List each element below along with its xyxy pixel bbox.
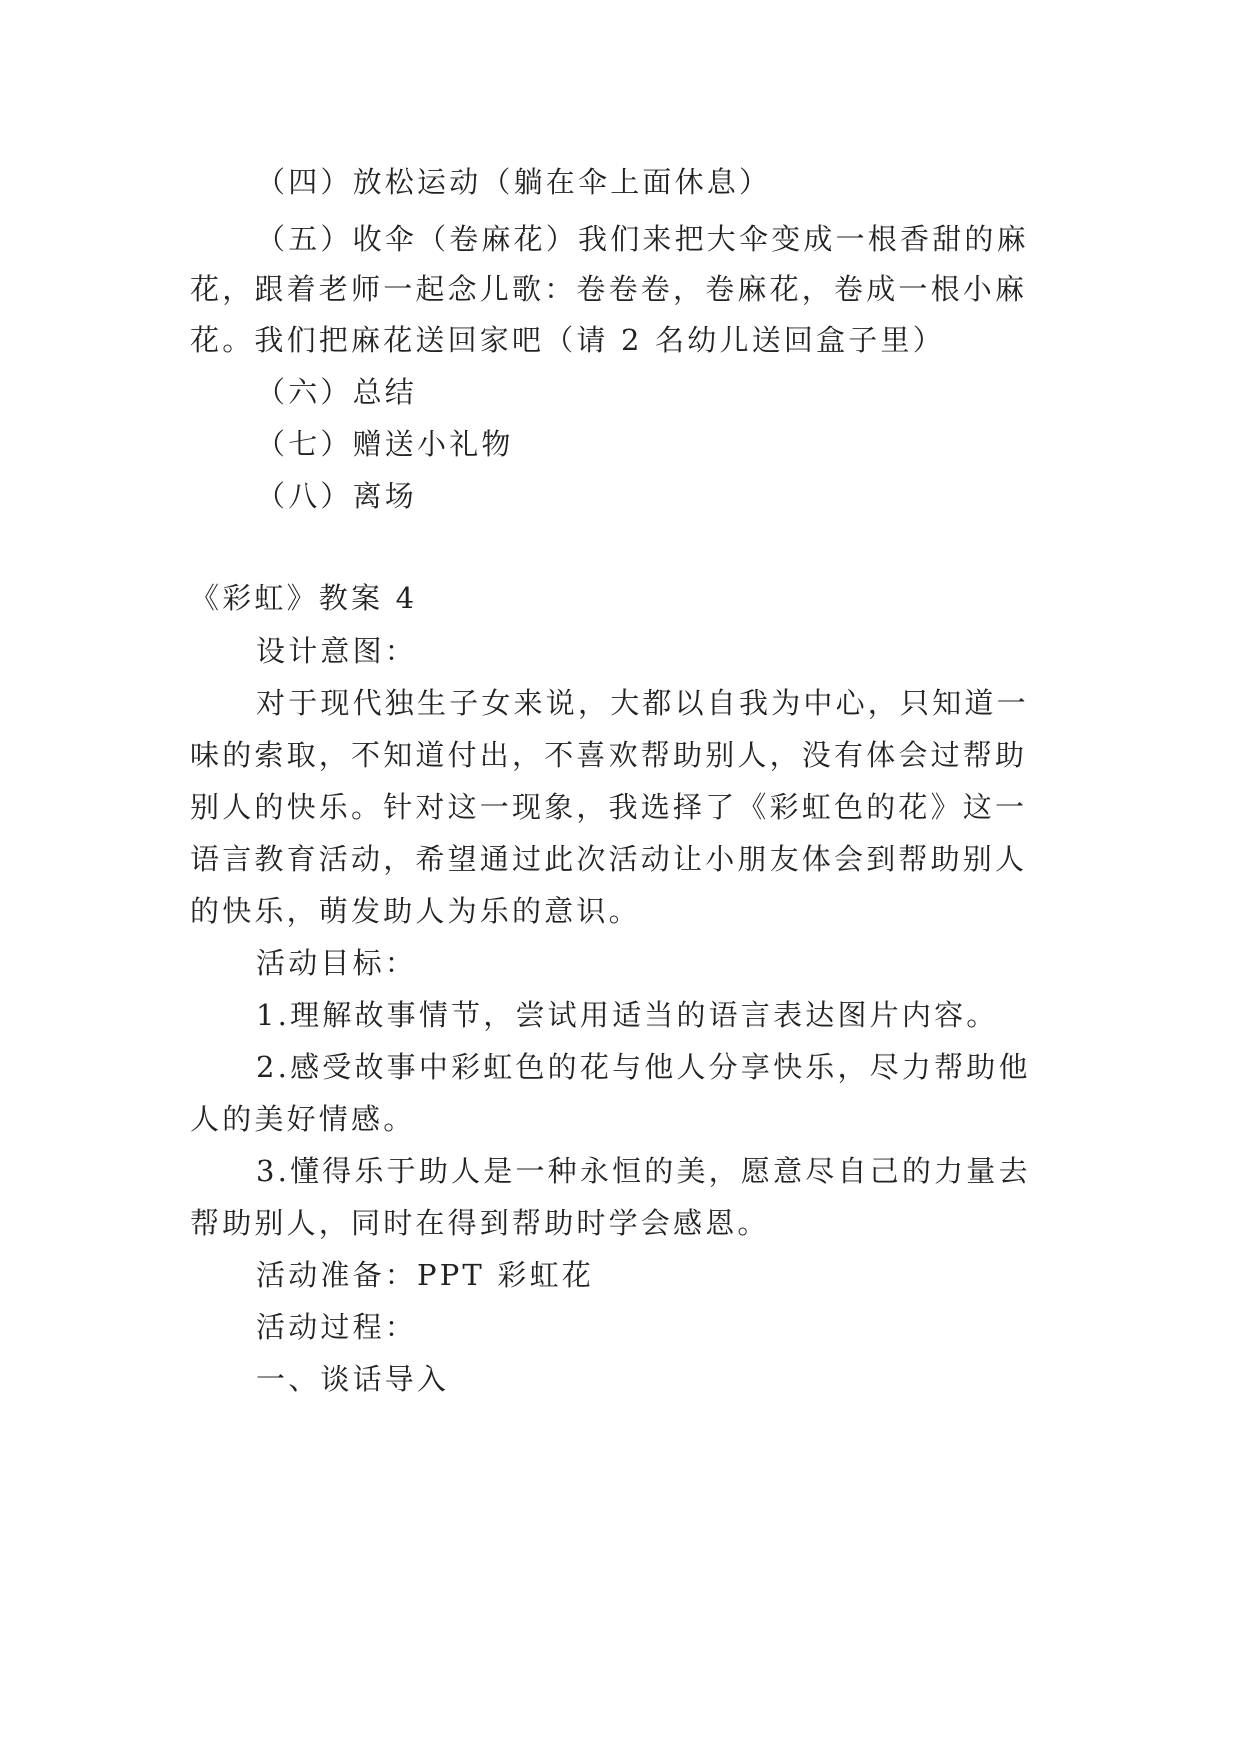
section-title: 《彩虹》教案 4 <box>190 581 418 615</box>
goal-item-2: 2.感受故事中彩虹色的花与他人分享快乐，尽力帮助他 <box>256 1050 1031 1084</box>
paragraph-line: 对于现代独生子女来说，大都以自我为中心，只知道一 <box>256 686 1029 720</box>
paragraph-line: 语言教育活动，希望通过此次活动让小朋友体会到帮助别人 <box>190 842 1028 876</box>
paragraph-line: 的快乐，萌发助人为乐的意识。 <box>190 894 641 928</box>
heading-activity-process: 活动过程： <box>256 1310 418 1344</box>
paragraph-line: 味的索取，不知道付出，不喜欢帮助别人，没有体会过帮助 <box>190 738 1028 772</box>
heading-design-intent: 设计意图： <box>256 634 418 668</box>
goal-item-3: 3.懂得乐于助人是一种永恒的美，愿意尽自己的力量去 <box>256 1154 1031 1188</box>
goal-item-1: 1.理解故事情节，尝试用适当的语言表达图片内容。 <box>256 998 999 1032</box>
paragraph-line: 花。我们把麻花送回家吧（请 2 名幼儿送回盒子里） <box>190 323 945 357</box>
paragraph-line: 人的美好情感。 <box>190 1102 416 1136</box>
heading-activity-goals: 活动目标： <box>256 946 418 980</box>
heading-activity-prep: 活动准备：PPT 彩虹花 <box>256 1258 594 1292</box>
step-seven-line: （七）赠送小礼物 <box>256 427 514 461</box>
paragraph-line: 帮助别人，同时在得到帮助时学会感恩。 <box>190 1206 770 1240</box>
paragraph-line: 花，跟着老师一起念儿歌：卷卷卷，卷麻花，卷成一根小麻 <box>190 272 1028 306</box>
step-six-line: （六）总结 <box>256 375 418 409</box>
process-step-1: 一、谈话导入 <box>256 1362 450 1396</box>
paragraph-line: 别人的快乐。针对这一现象，我选择了《彩虹色的花》这一 <box>190 790 1028 824</box>
step-eight-line: （八）离场 <box>256 479 418 513</box>
step-four-line: （四）放松运动（躺在伞上面休息） <box>256 165 772 199</box>
step-five-line: （五）收伞（卷麻花）我们来把大伞变成一根香甜的麻 <box>256 222 1029 256</box>
